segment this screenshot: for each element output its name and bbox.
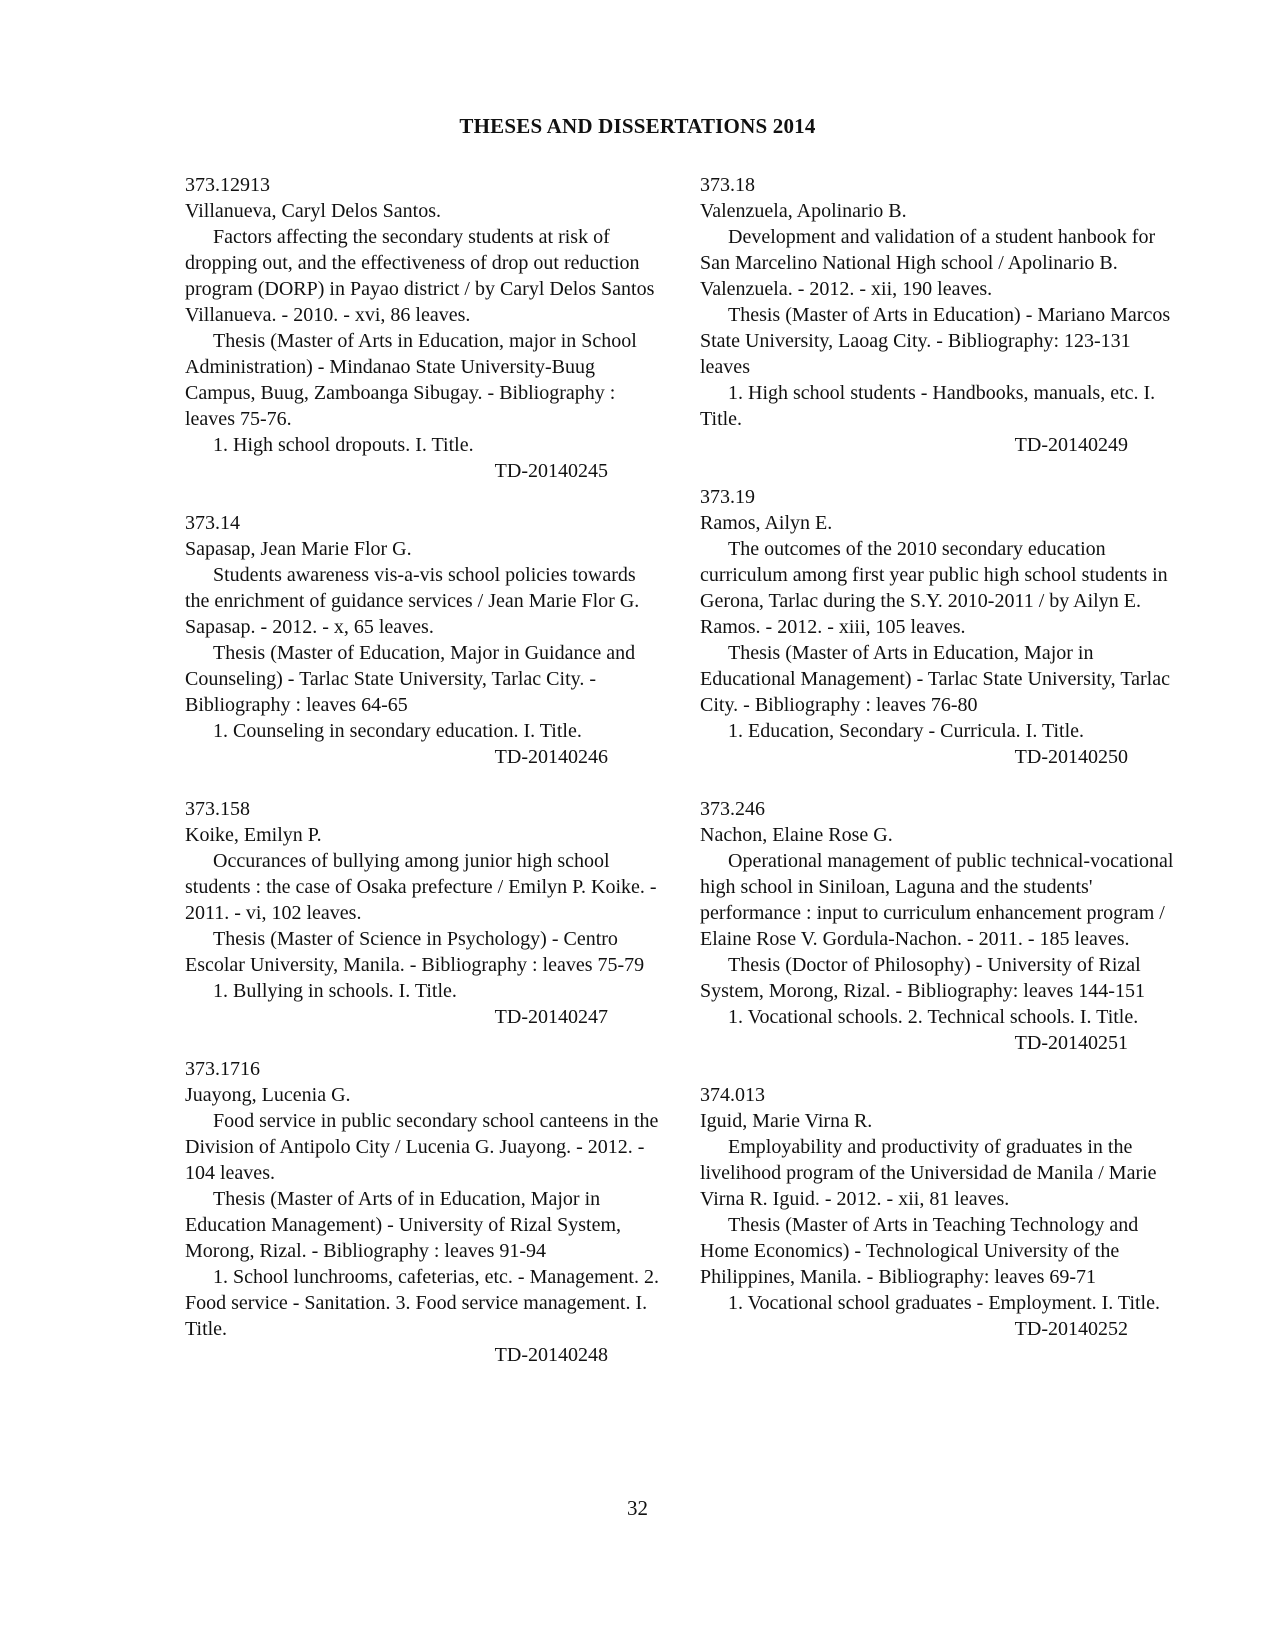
subject-headings: 1. High school dropouts. I. Title. bbox=[213, 434, 474, 456]
author: Ramos, Ailyn E. bbox=[700, 512, 833, 534]
call-number: 373.12913 bbox=[185, 174, 270, 196]
call-number: 374.013 bbox=[700, 1084, 765, 1106]
accession-number: TD-20140245 bbox=[494, 460, 608, 482]
catalog-entry bbox=[185, 796, 660, 1030]
author: Villanueva, Caryl Delos Santos. bbox=[185, 200, 441, 222]
right-column bbox=[700, 172, 1180, 1368]
author: Juayong, Lucenia G. bbox=[185, 1084, 351, 1106]
author: Valenzuela, Apolinario B. bbox=[700, 200, 907, 222]
call-number: 373.14 bbox=[185, 512, 240, 534]
accession-number: TD-20140252 bbox=[1014, 1318, 1128, 1340]
page-number: 32 bbox=[627, 1496, 648, 1520]
accession-number: TD-20140248 bbox=[494, 1344, 608, 1366]
title-statement: Students awareness vis-a-vis school policies towards the enrichment of guidance services / Jean Marie Flor G. Sapasap. - 2012. - x, 65 leaves. bbox=[185, 564, 640, 638]
call-number: 373.18 bbox=[700, 174, 755, 196]
thesis-note: Thesis (Master of Arts in Teaching Technology and Home Economics) - Technological University of the Philippines, Manila. - Bibliography: leaves 69-71 bbox=[700, 1214, 1139, 1288]
thesis-note: Thesis (Doctor of Philosophy) - University of Rizal System, Morong, Rizal. - Bibliography: leaves 144-151 bbox=[700, 954, 1145, 1002]
title-statement: Employability and productivity of graduates in the livelihood program of the Universidad de Manila / Marie Virna R. Iguid. - 2012. - xii, 81 leaves. bbox=[700, 1136, 1157, 1210]
subject-headings: 1. Education, Secondary - Curricula. I. Title. bbox=[728, 720, 1085, 742]
author: Iguid, Marie Virna R. bbox=[700, 1110, 873, 1132]
call-number: 373.246 bbox=[700, 798, 765, 820]
catalog-entry bbox=[185, 1056, 660, 1368]
title-statement: Factors affecting the secondary students at risk of dropping out, and the effectiveness of drop out reduction program (DORP) in Payao district / by Caryl Delos Santos Villanueva. - 2010. - xvi, 86 leaves. bbox=[185, 226, 655, 326]
thesis-note: Thesis (Master of Education, Major in Guidance and Counseling) - Tarlac State University, Tarlac City. - Bibliography : leaves 64-65 bbox=[185, 642, 636, 716]
catalog-entry bbox=[700, 796, 1180, 1056]
call-number: 373.158 bbox=[185, 798, 250, 820]
accession-number: TD-20140249 bbox=[1014, 434, 1128, 456]
subject-headings: 1. School lunchrooms, cafeterias, etc. - Management. 2. Food service - Sanitation. 3. Food service management. I. Title. bbox=[185, 1266, 659, 1340]
catalog-entry bbox=[185, 510, 660, 770]
subject-headings: 1. Bullying in schools. I. Title. bbox=[213, 980, 457, 1002]
title-statement: The outcomes of the 2010 secondary education curriculum among first year public high school students in Gerona, Tarlac during the S.Y. 2010-2011 / by Ailyn E. Ramos. - 2012. - xiii, 105 leaves. bbox=[700, 538, 1168, 638]
thesis-note: Thesis (Master of Arts in Education) - Mariano Marcos State University, Laoag City. - Bibliography: 123-131 leaves bbox=[700, 304, 1171, 378]
author: Nachon, Elaine Rose G. bbox=[700, 824, 893, 846]
accession-number: TD-20140250 bbox=[1014, 746, 1128, 768]
subject-headings: 1. Vocational school graduates - Employment. I. Title. bbox=[728, 1292, 1160, 1314]
title-statement: Occurances of bullying among junior high school students : the case of Osaka prefecture / Emilyn P. Koike. - 2011. - vi, 102 leaves. bbox=[185, 850, 657, 924]
thesis-note: Thesis (Master of Arts of in Education, Major in Education Management) - University of Rizal System, Morong, Rizal. - Bibliography : leaves 91-94 bbox=[185, 1188, 622, 1262]
catalog-entry bbox=[700, 1082, 1180, 1342]
title-statement: Operational management of public technical-vocational high school in Siniloan, Laguna and the students' performance : input to curriculum enhancement program / Elaine Rose V. Gordula-Nachon. - 2011. - 185 leaves. bbox=[700, 850, 1174, 950]
author: Koike, Emilyn P. bbox=[185, 824, 322, 846]
subject-headings: 1. Vocational schools. 2. Technical schools. I. Title. bbox=[728, 1006, 1139, 1028]
subject-headings: 1. Counseling in secondary education. I. Title. bbox=[213, 720, 582, 742]
thesis-note: Thesis (Master of Arts in Education, Major in Educational Management) - Tarlac State University, Tarlac City. - Bibliography : leaves 76-80 bbox=[700, 642, 1170, 716]
accession-number: TD-20140251 bbox=[1014, 1032, 1128, 1054]
accession-number: TD-20140246 bbox=[494, 746, 608, 768]
thesis-note: Thesis (Master of Arts in Education, major in School Administration) - Mindanao State University-Buug Campus, Buug, Zamboanga Sibugay. - Bibliography : leaves 75-76. bbox=[185, 330, 637, 430]
left-column bbox=[185, 172, 660, 1394]
page-title: THESES AND DISSERTATIONS 2014 bbox=[459, 114, 816, 138]
catalog-entry bbox=[700, 172, 1180, 458]
call-number: 373.19 bbox=[700, 486, 755, 508]
thesis-note: Thesis (Master of Science in Psychology) - Centro Escolar University, Manila. - Bibliography : leaves 75-79 bbox=[185, 928, 645, 976]
catalog-entry bbox=[700, 484, 1180, 770]
call-number: 373.1716 bbox=[185, 1058, 260, 1080]
author: Sapasap, Jean Marie Flor G. bbox=[185, 538, 412, 560]
subject-headings: 1. High school students - Handbooks, manuals, etc. I. Title. bbox=[700, 382, 1156, 430]
title-statement: Development and validation of a student hanbook for San Marcelino National High school / Apolinario B. Valenzuela. - 2012. - xii, 190 leaves. bbox=[700, 226, 1156, 300]
accession-number: TD-20140247 bbox=[494, 1006, 608, 1028]
catalog-entry bbox=[185, 172, 660, 484]
title-statement: Food service in public secondary school canteens in the Division of Antipolo City / Lucenia G. Juayong. - 2012. - 104 leaves. bbox=[185, 1110, 659, 1184]
